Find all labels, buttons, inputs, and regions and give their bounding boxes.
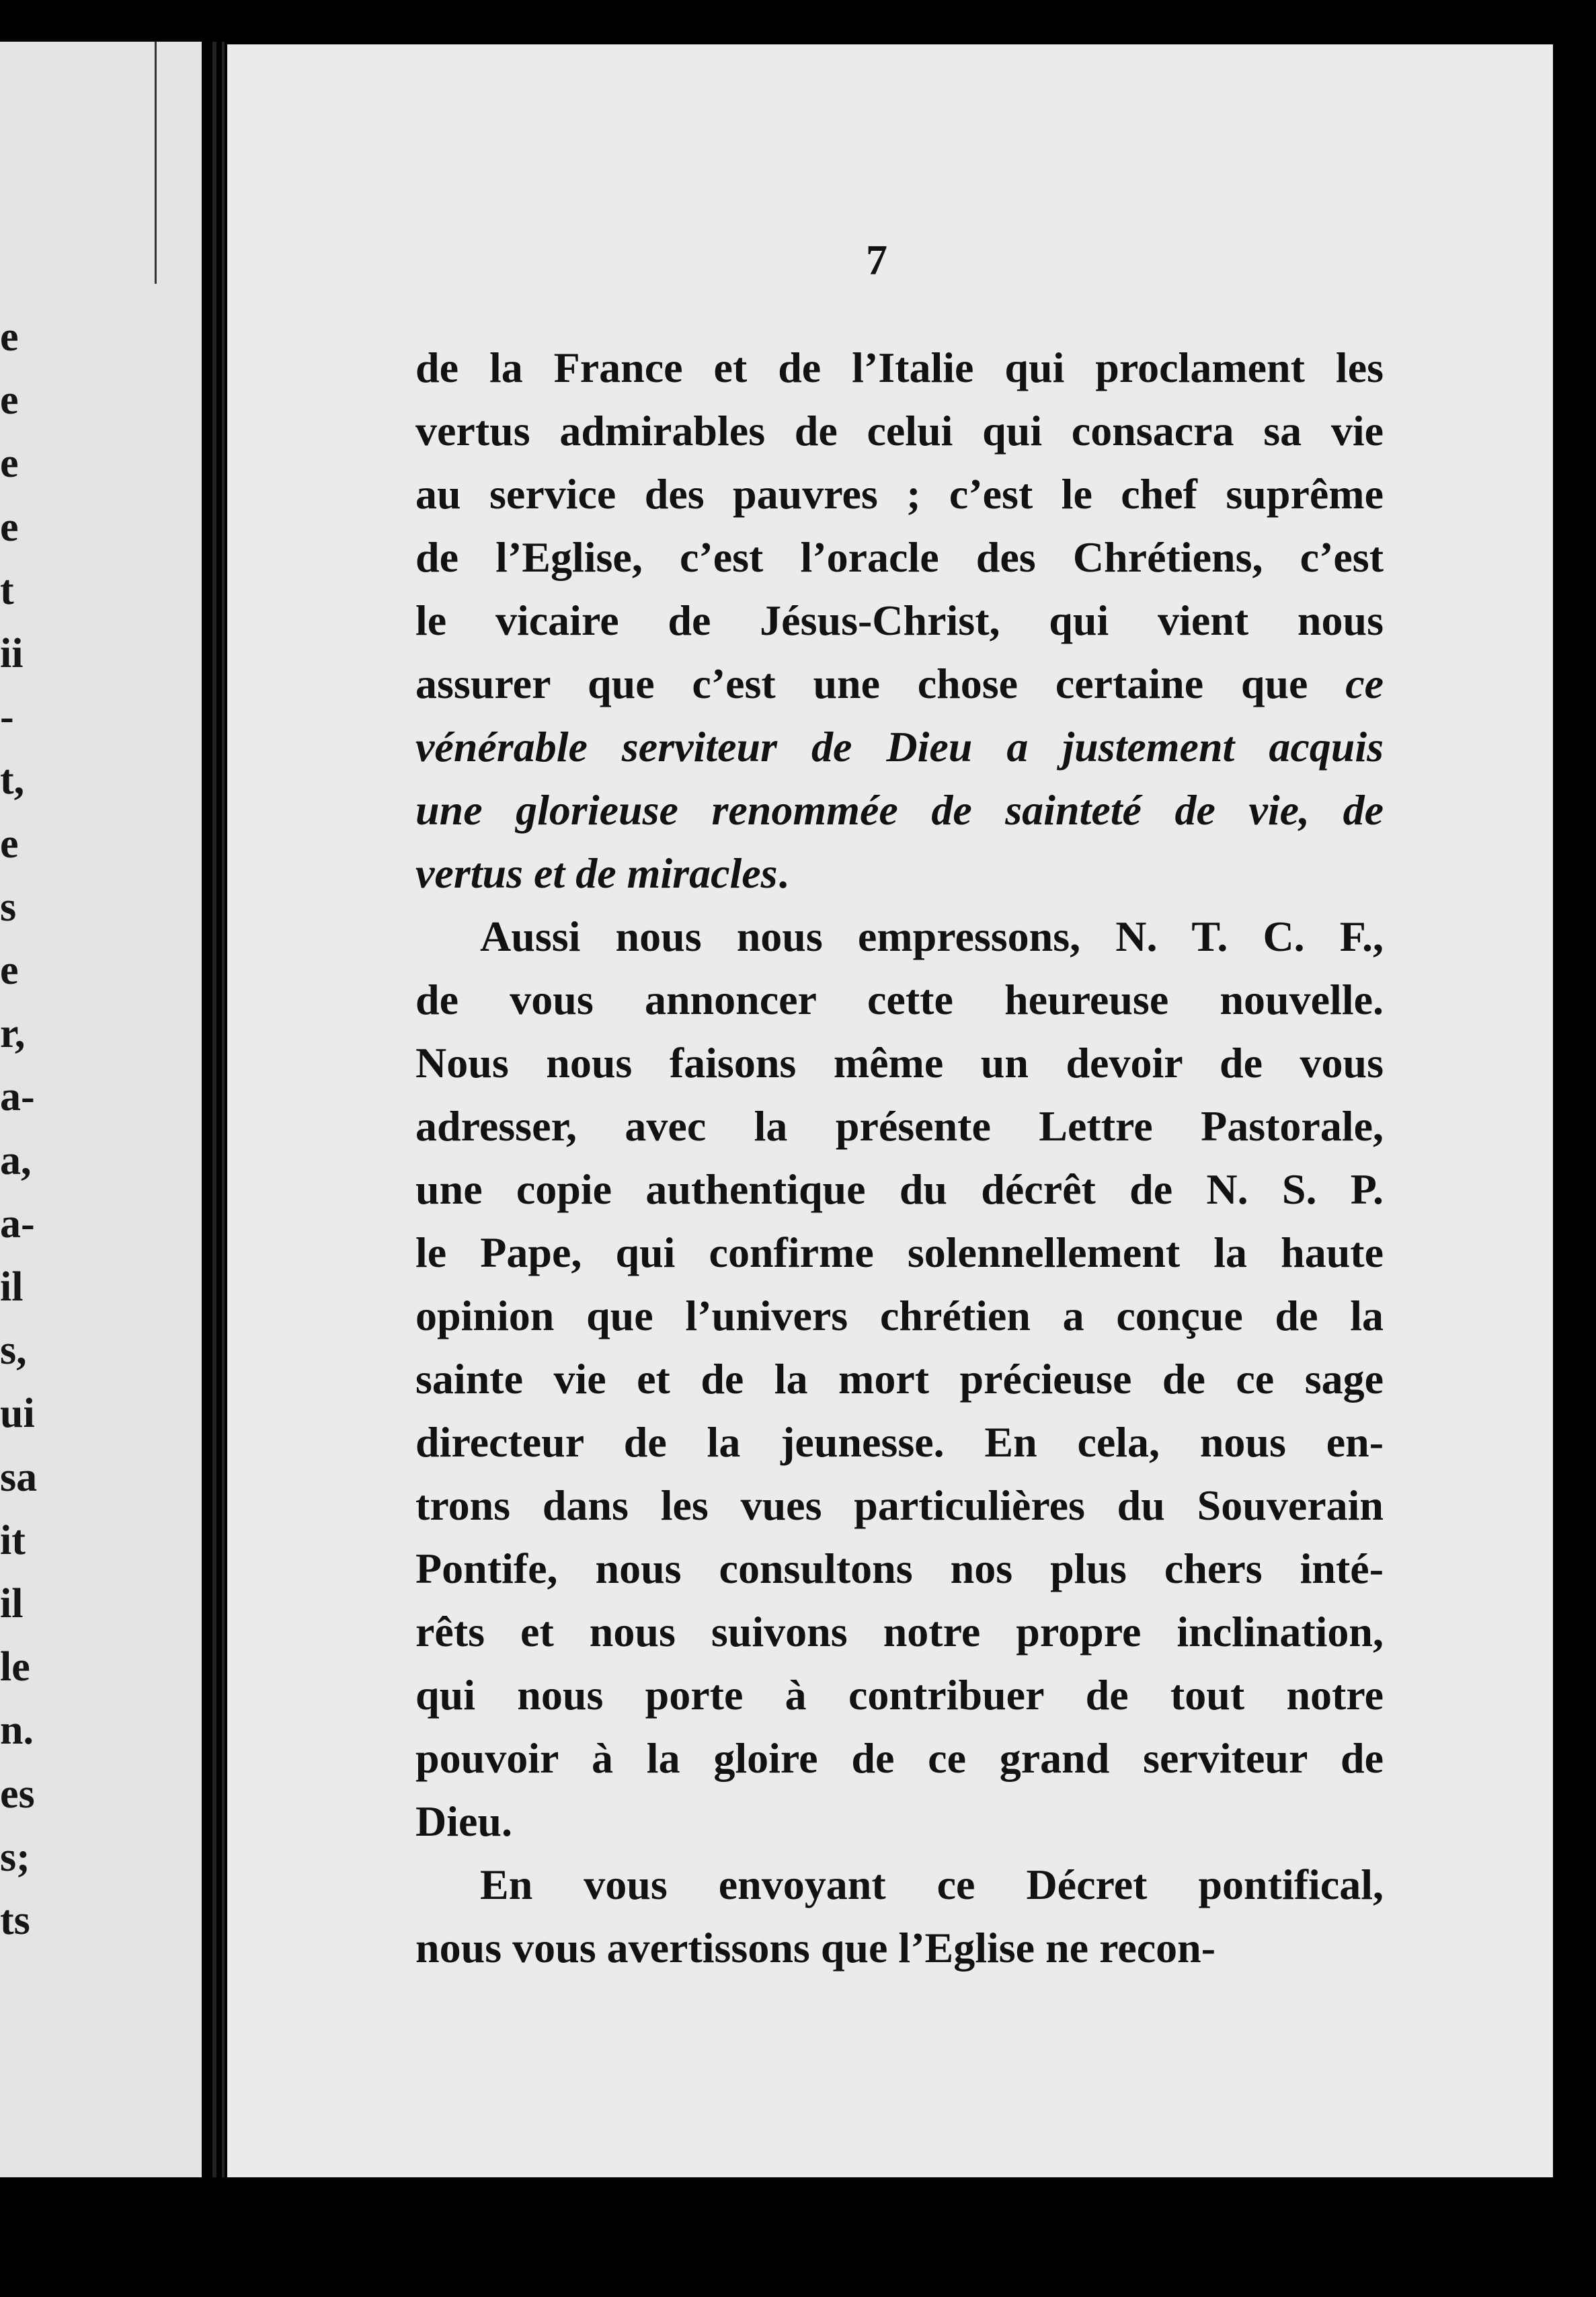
text-line — [415, 1031, 1384, 1095]
text-line — [415, 779, 1384, 842]
text-line — [415, 399, 1384, 463]
left-page-char: t, — [0, 757, 25, 804]
text-span: de l’Eglise, c’est l’oracle des Chrétiens, c’est — [415, 533, 1384, 581]
left-page-fragment — [0, 42, 202, 2177]
text-line — [415, 905, 1384, 968]
scan-border — [0, 2177, 1596, 2297]
left-page-char: n. — [0, 1707, 34, 1754]
text-line — [415, 1284, 1384, 1348]
italic-span: une glorieuse renommée de sainteté de vie, de — [415, 786, 1384, 834]
text-span: Pontife, nous consultons nos plus chers inté- — [415, 1545, 1384, 1592]
left-page-char: e — [0, 504, 19, 550]
left-page-char: e — [0, 440, 19, 487]
left-page-char: it — [0, 1517, 26, 1563]
left-page-char: e — [0, 314, 19, 360]
left-page-char: a, — [0, 1137, 32, 1183]
text-span: . — [777, 849, 789, 897]
italic-span: vertus et de miracles — [415, 849, 778, 897]
text-line — [415, 1916, 1384, 1980]
text-span: rêts et nous suivons notre propre inclination, — [415, 1608, 1384, 1656]
text-line — [415, 968, 1384, 1031]
text-line — [415, 1158, 1384, 1221]
left-page-char: s; — [0, 1834, 30, 1880]
left-page-char: es — [0, 1770, 35, 1817]
left-page-char: a- — [0, 1074, 35, 1120]
left-page-char: le — [0, 1644, 30, 1690]
text-line — [415, 589, 1384, 652]
italic-span: ce — [1345, 660, 1384, 707]
text-span: assurer que c’est une chose certaine que — [415, 660, 1346, 707]
body-text — [415, 336, 1384, 1980]
text-line — [415, 336, 1384, 399]
left-page-char: t — [0, 567, 14, 613]
text-span: sainte vie et de la mort précieuse de ce sage — [415, 1355, 1384, 1403]
left-page-char: - — [0, 694, 14, 740]
text-span: directeur de la jeunesse. En cela, nous en- — [415, 1418, 1384, 1466]
text-span: trons dans les vues particulières du Souverain — [415, 1481, 1384, 1529]
left-page-char: s — [0, 884, 17, 930]
left-page-char: sa — [0, 1454, 38, 1500]
text-span: le Pape, qui confirme solennellement la haute — [415, 1229, 1384, 1276]
text-span: le vicaire de Jésus-Christ, qui vient nous — [415, 596, 1384, 644]
text-line — [415, 652, 1384, 715]
text-line — [415, 1664, 1384, 1727]
left-page-char: r, — [0, 1011, 26, 1057]
text-span: de vous annoncer cette heureuse nouvelle. — [415, 976, 1384, 1023]
left-page-char: ts — [0, 1898, 30, 1943]
text-line — [415, 842, 1384, 905]
text-line — [415, 1348, 1384, 1411]
text-line — [415, 715, 1384, 779]
text-line — [415, 463, 1384, 526]
gutter-thread — [155, 42, 157, 284]
left-page-char: s, — [0, 1327, 27, 1374]
left-page-char: ii — [0, 631, 24, 676]
text-line — [415, 1474, 1384, 1537]
left-page-char: e — [0, 820, 19, 867]
italic-span: vénérable serviteur de Dieu a justement acquis — [415, 723, 1384, 771]
text-span: Nous nous faisons même un devoir de vous — [415, 1039, 1384, 1087]
text-line — [415, 1600, 1384, 1664]
text-span: qui nous porte à contribuer de tout notre — [415, 1671, 1384, 1719]
left-page-char: il — [0, 1264, 24, 1310]
text-line — [415, 1411, 1384, 1474]
left-page-char: ui — [0, 1391, 35, 1437]
gutter-binding-line — [212, 42, 216, 2177]
page-number: 7 — [866, 236, 887, 284]
text-span: Aussi nous nous empressons, N. T. C. F., — [480, 912, 1384, 960]
text-span: au service des pauvres ; c’est le chef suprême — [415, 470, 1384, 518]
text-line — [415, 1790, 1384, 1853]
text-span: de la France et de l’Italie qui proclament les — [415, 344, 1384, 391]
text-span: nous vous avertissons que l’Eglise ne recon- — [415, 1924, 1216, 1972]
left-page-char: a- — [0, 1200, 35, 1247]
text-line — [415, 1537, 1384, 1600]
left-page-char: e — [0, 377, 19, 424]
left-page-char: e — [0, 947, 19, 993]
text-span: pouvoir à la gloire de ce grand serviteur de — [415, 1734, 1384, 1782]
text-span: En vous envoyant ce Décret pontifical, — [480, 1861, 1384, 1908]
text-span: adresser, avec la présente Lettre Pastorale, — [415, 1102, 1384, 1150]
text-line — [415, 1727, 1384, 1790]
text-span: une copie authentique du décrêt de N. S. P. — [415, 1165, 1384, 1213]
text-line — [415, 1853, 1384, 1916]
text-line — [415, 1221, 1384, 1284]
left-page-char: il — [0, 1581, 24, 1627]
text-span: Dieu. — [415, 1797, 512, 1845]
text-span: vertus admirables de celui qui consacra sa vie — [415, 407, 1384, 455]
gutter-binding-line — [222, 42, 225, 2177]
text-line — [415, 1095, 1384, 1158]
text-span: opinion que l’univers chrétien a conçue de la — [415, 1292, 1384, 1339]
text-line — [415, 526, 1384, 589]
